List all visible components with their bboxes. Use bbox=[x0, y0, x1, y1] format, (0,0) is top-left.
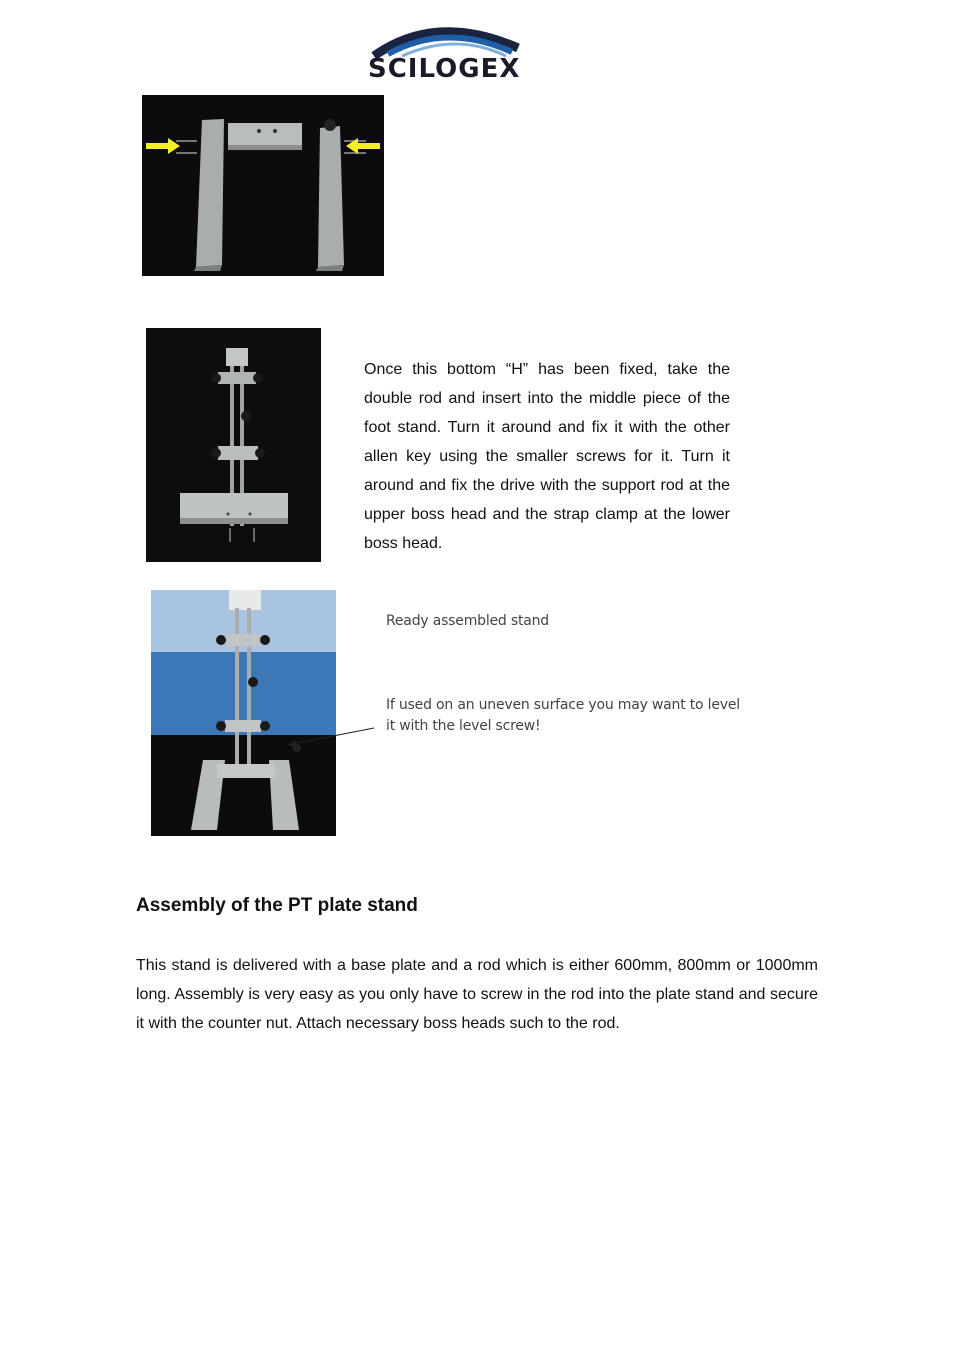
section-heading: Assembly of the PT plate stand bbox=[136, 895, 418, 916]
step-instructions: Once this bottom “H” has been fixed, take the double rod and insert into the middle piece of the foot stand. Turn it around and fix it with the other allen key using the smaller screws for it. Turn it around and fix the drive with the support rod at the upper boss head and the strap clamp at the lower boss head. bbox=[364, 361, 730, 552]
double-rod-photo bbox=[146, 328, 321, 562]
callout-pointer-line bbox=[286, 722, 376, 752]
scilogex-logo bbox=[366, 18, 526, 82]
section-body: This stand is delivered with a base plate and a rod which is either 600mm, 800mm or 1000mm long. Assembly is very easy as you only have to screw in the rod into the plate stand and secure it with the counter nut. Attach necessary boss heads such to the rod. bbox=[136, 957, 818, 1032]
logo-arc-graphic bbox=[366, 18, 526, 58]
parts-photo bbox=[142, 95, 384, 276]
logo-wordmark: SCILOGEX bbox=[368, 54, 521, 84]
assembled-stand-photo bbox=[151, 590, 336, 836]
level-screw-caption-line1: If used on an uneven surface you may want to level bbox=[386, 697, 740, 713]
level-screw-caption-line2: it with the level screw! bbox=[386, 718, 541, 734]
level-screw-caption bbox=[386, 695, 756, 737]
ready-assembled-caption: Ready assembled stand bbox=[386, 613, 549, 629]
